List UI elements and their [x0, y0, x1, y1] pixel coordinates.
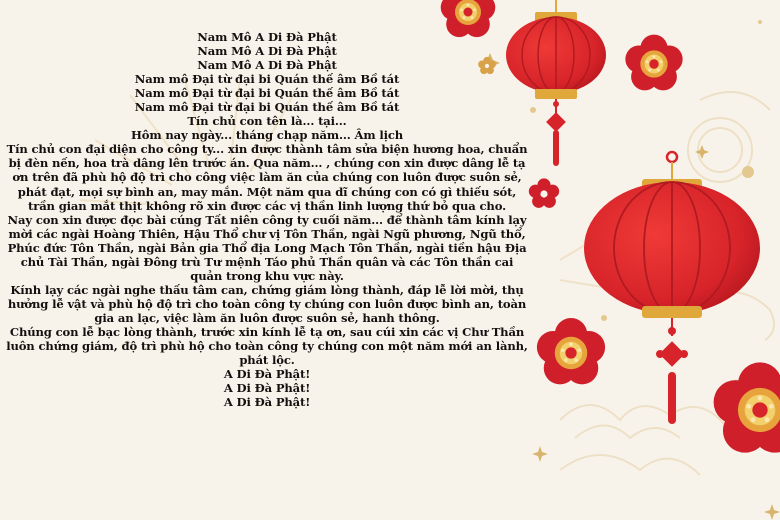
prayer-paragraph: Tín chủ con đại diện cho công ty... xin được thành tâm sửa biện hương hoa, chuẩn bị đèn nến, hoa trà dâng lên trước án. Qua năm... , chúng con xin được dâng lễ tạ ơn trên đã phù hộ độ trì cho công việc làm ăn của chúng con luôn được suôn sẻ, phát đạt, mọi sự bình an, may mắn. Một năm qua dĩ chúng con có gì thiếu sót, trần gian mắt thịt không rõ xin được các vị thần linh lượng thứ bỏ qua cho.	[6, 142, 528, 213]
flower-small	[529, 178, 559, 207]
invocation-line: Nam Mô A Di Đà Phật	[197, 30, 337, 44]
closing-line: A Di Đà Phật!	[223, 381, 311, 396]
invocation-line: Nam mô Đại từ đại bi Quán thế âm Bồ tát	[134, 86, 400, 101]
flower-mid-left	[537, 318, 605, 384]
prayer-text	[6, 30, 528, 409]
date-line: Hôm nay ngày... tháng chạp năm... Âm lịch	[130, 128, 404, 143]
flower-top-right	[625, 35, 682, 91]
prayer-paragraph: Nay con xin được đọc bài cúng Tất niên công ty cuối năm... để thành tâm kính lạy mời các ngài Hoàng Thiên, Hậu Thổ chư vị Tôn Thần, ngài Ngũ phương, Ngũ thổ, Phúc đức Tôn Thần, ngài Bản gia Thổ địa Long Mạch Tôn Thần, ngài tiền hậu Địa chủ Tài Thần, ngài Đông trù Tư mệnh Táo phủ Thần quân và các Tôn thần cai quản trong khu vực này.	[7, 212, 527, 283]
prayer-paragraph: Chúng con lễ bạc lòng thành, trước xin kính lễ tạ ơn, sau cúi xin các vị Chư Thần luôn chứng giám, độ trì phù hộ cho toàn công ty chúng con một năm mới an lành, phát lộc.	[6, 324, 528, 368]
invocation-line: Nam mô Đại từ đại bi Quán thế âm Bồ tát	[134, 100, 400, 115]
flower-bottom-right	[714, 362, 780, 452]
closing-line: A Di Đà Phật!	[223, 367, 311, 382]
prayer-paragraph: Kính lạy các ngài nghe thấu tâm can, chứng giám lòng thành, đáp lễ lời mời, thụ hưởng lễ vật và phù hộ độ trì cho toàn công ty chúng con luôn được bình an, toàn gia an lạc, việc làm ăn luôn được suôn sẻ, hanh thông.	[7, 282, 527, 325]
invocation-line: Nam mô Đại từ đại bi Quán thế âm Bồ tát	[134, 72, 400, 87]
closing-line: A Di Đà Phật!	[223, 395, 311, 410]
invocation-line: Nam Mô A Di Đà Phật	[197, 44, 337, 59]
invocation-line: Nam Mô A Di Đà Phật	[197, 58, 337, 73]
devotee-line: Tín chủ con tên là... tại...	[187, 114, 347, 129]
lantern-knot	[546, 101, 566, 132]
